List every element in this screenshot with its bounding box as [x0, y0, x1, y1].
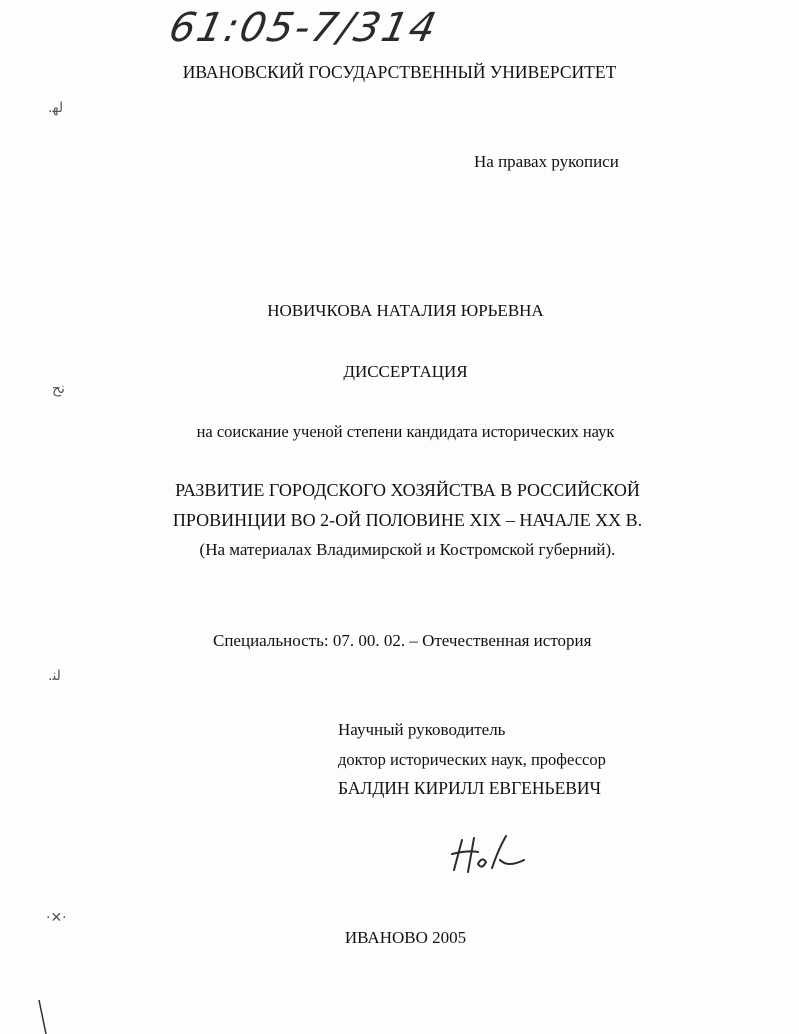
degree-line: на соискание ученой степени кандидата исторических наук: [196, 422, 615, 441]
rights-note: На правах рукописи: [474, 152, 619, 171]
specialty-line: Специальность: 07. 00. 02. – Отечественная история: [213, 631, 592, 650]
city-year: ИВАНОВО 2005: [344, 928, 467, 947]
margin-mark-1: .ﻟﻬ: [48, 100, 64, 116]
document-type: ДИССЕРТАЦИЯ: [343, 362, 468, 381]
margin-mark-2: ﻧﺢ: [52, 381, 65, 397]
title-subtitle: (На материалах Владимирской и Костромской губерний).: [199, 540, 616, 559]
supervisor-signature: [448, 830, 528, 880]
university-name: ИВАНОВСКИЙ ГОСУДАРСТВЕННЫЙ УНИВЕРСИТЕТ: [182, 62, 617, 82]
supervisor-name: БАЛДИН КИРИЛЛ ЕВГЕНЬЕВИЧ: [338, 778, 601, 798]
supervisor-degree: доктор исторических наук, профессор: [338, 750, 606, 769]
supervisor-label: Научный руководитель: [338, 720, 506, 739]
author-name: НОВИЧКОВА НАТАЛИЯ ЮРЬЕВНА: [267, 301, 544, 320]
margin-mark-3: .ﻟﻨ: [48, 668, 61, 684]
archive-handwritten-mark: 61:05-7/314: [165, 5, 442, 51]
title-line-1: РАЗВИТИЕ ГОРОДСКОГО ХОЗЯЙСТВА В РОССИЙСКОЙ: [175, 480, 640, 500]
scan-edge-line: [38, 1000, 50, 1034]
margin-mark-4: ·✕·: [46, 910, 67, 926]
title-line-2: ПРОВИНЦИИ ВО 2-ОЙ ПОЛОВИНЕ XIX – НАЧАЛЕ XX В.: [172, 510, 643, 530]
